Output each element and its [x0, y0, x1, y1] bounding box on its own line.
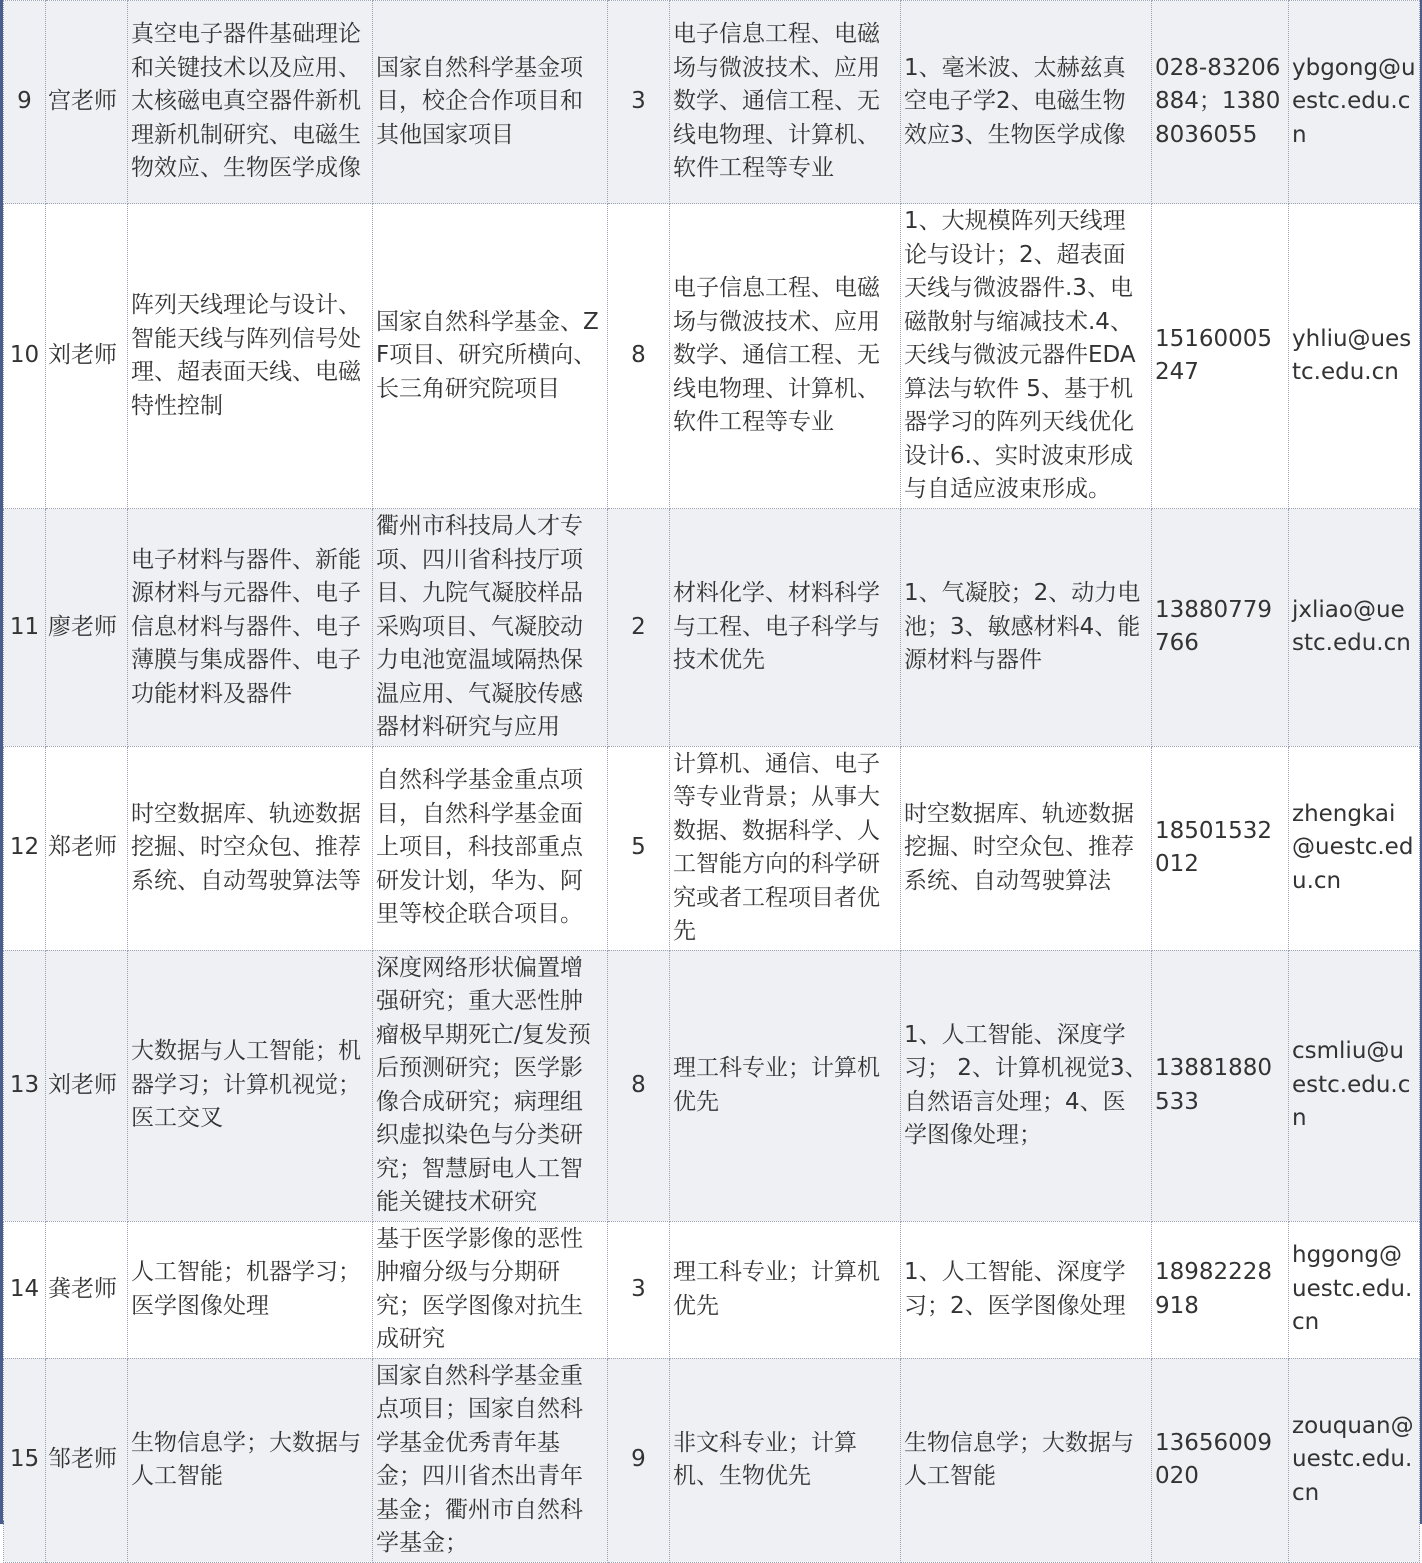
quota-count: 8 [608, 204, 670, 509]
quota-count: 8 [608, 950, 670, 1221]
phone-number: 18982228918 [1152, 1221, 1289, 1358]
project-list: 国家自然科学基金重点项目；国家自然科学基金优秀青年基金；四川省杰出青年基金；衢州市自然科学基金； [373, 1358, 608, 1562]
research-direction: 真空电子器件基础理论和关键技术以及应用、太核磁电真空器件新机理新机制研究、电磁生物效应、生物医学成像 [128, 1, 373, 204]
research-topics: 生物信息学；大数据与人工智能 [901, 1358, 1152, 1562]
major-requirements: 电子信息工程、电磁场与微波技术、应用数学、通信工程、无线电物理、计算机、软件工程等专业 [670, 204, 901, 509]
phone-number: 15160005247 [1152, 204, 1289, 509]
research-topics: 1、人工智能、深度学习； 2、计算机视觉3、自然语言处理；4、医学图像处理； [901, 950, 1152, 1221]
row-number: 9 [4, 1, 46, 204]
email-address: jxliao@uestc.edu.cn [1289, 509, 1420, 747]
teacher-name: 邹老师 [46, 1358, 128, 1562]
email-address: zouquan@uestc.edu.cn [1289, 1358, 1420, 1562]
project-list: 国家自然科学基金、ZF项目、研究所横向、长三角研究院项目 [373, 204, 608, 509]
quota-count: 3 [608, 1221, 670, 1358]
email-address: ybgong@uestc.edu.cn [1289, 1, 1420, 204]
research-direction: 人工智能；机器学习；医学图像处理 [128, 1221, 373, 1358]
row-number: 10 [4, 204, 46, 509]
phone-number: 18501532012 [1152, 746, 1289, 950]
phone-number: 13880779766 [1152, 509, 1289, 747]
research-direction: 生物信息学；大数据与人工智能 [128, 1358, 373, 1562]
phone-number: 13881880533 [1152, 950, 1289, 1221]
research-direction: 时空数据库、轨迹数据挖掘、时空众包、推荐系统、自动驾驶算法等 [128, 746, 373, 950]
supervisor-table [3, 0, 1420, 1563]
project-list: 国家自然科学基金项目，校企合作项目和其他国家项目 [373, 1, 608, 204]
project-list: 衢州市科技局人才专项、四川省科技厅项目、九院气凝胶样品采购项目、气凝胶动力电池宽温域隔热保温应用、气凝胶传感器材料研究与应用 [373, 509, 608, 747]
table-row [4, 1, 1420, 204]
major-requirements: 计算机、通信、电子等专业背景；从事大数据、数据科学、人工智能方向的科学研究或者工程项目者优先 [670, 746, 901, 950]
phone-number: 13656009020 [1152, 1358, 1289, 1562]
project-list: 自然科学基金重点项目，自然科学基金面上项目，科技部重点研发计划，华为、阿里等校企联合项目。 [373, 746, 608, 950]
research-topics: 1、大规模阵列天线理论与设计；2、超表面天线与微波器件.3、电磁散射与缩减技术.4、天线与微波元器件EDA算法与软件 5、基于机器学习的阵列天线优化设计6.、实时波束形成与自适应波束形成。 [901, 204, 1152, 509]
research-direction: 电子材料与器件、新能源材料与元器件、电子信息材料与器件、电子薄膜与集成器件、电子功能材料及器件 [128, 509, 373, 747]
project-list: 基于医学影像的恶性肿瘤分级与分期研究；医学图像对抗生成研究 [373, 1221, 608, 1358]
research-direction: 阵列天线理论与设计、智能天线与阵列信号处理、超表面天线、电磁特性控制 [128, 204, 373, 509]
email-address: csmliu@uestc.edu.cn [1289, 950, 1420, 1221]
quota-count: 2 [608, 509, 670, 747]
teacher-name: 郑老师 [46, 746, 128, 950]
research-topics: 时空数据库、轨迹数据挖掘、时空众包、推荐系统、自动驾驶算法 [901, 746, 1152, 950]
research-topics: 1、气凝胶；2、动力电池；3、敏感材料4、能源材料与器件 [901, 509, 1152, 747]
quota-count: 5 [608, 746, 670, 950]
row-number: 13 [4, 950, 46, 1221]
major-requirements: 电子信息工程、电磁场与微波技术、应用数学、通信工程、无线电物理、计算机、软件工程等专业 [670, 1, 901, 204]
row-number: 14 [4, 1221, 46, 1358]
row-number: 11 [4, 509, 46, 747]
research-direction: 大数据与人工智能；机器学习；计算机视觉；医工交叉 [128, 950, 373, 1221]
row-number: 15 [4, 1358, 46, 1562]
teacher-name: 刘老师 [46, 950, 128, 1221]
row-number: 12 [4, 746, 46, 950]
table-row [4, 1221, 1420, 1358]
teacher-name: 龚老师 [46, 1221, 128, 1358]
research-topics: 1、人工智能、深度学习；2、医学图像处理 [901, 1221, 1152, 1358]
table-row [4, 1358, 1420, 1562]
teacher-name: 刘老师 [46, 204, 128, 509]
major-requirements: 非文科专业；计算机、生物优先 [670, 1358, 901, 1562]
email-address: zhengkai@uestc.edu.cn [1289, 746, 1420, 950]
major-requirements: 理工科专业；计算机优先 [670, 950, 901, 1221]
email-address: hggong@uestc.edu.cn [1289, 1221, 1420, 1358]
project-list: 深度网络形状偏置增强研究；重大恶性肿瘤极早期死亡/复发预后预测研究；医学影像合成研究；病理组织虚拟染色与分类研究；智慧厨电人工智能关键技术研究 [373, 950, 608, 1221]
teacher-name: 廖老师 [46, 509, 128, 747]
teacher-name: 宫老师 [46, 1, 128, 204]
quota-count: 3 [608, 1, 670, 204]
phone-number: 028-83206884；13808036055 [1152, 1, 1289, 204]
email-address: yhliu@uestc.edu.cn [1289, 204, 1420, 509]
table-row [4, 204, 1420, 509]
major-requirements: 材料化学、材料科学与工程、电子科学与技术优先 [670, 509, 901, 747]
research-topics: 1、毫米波、太赫兹真空电子学2、电磁生物效应3、生物医学成像 [901, 1, 1152, 204]
table-row [4, 746, 1420, 950]
major-requirements: 理工科专业；计算机优先 [670, 1221, 901, 1358]
quota-count: 9 [608, 1358, 670, 1562]
table-row [4, 509, 1420, 747]
table-row [4, 950, 1420, 1221]
